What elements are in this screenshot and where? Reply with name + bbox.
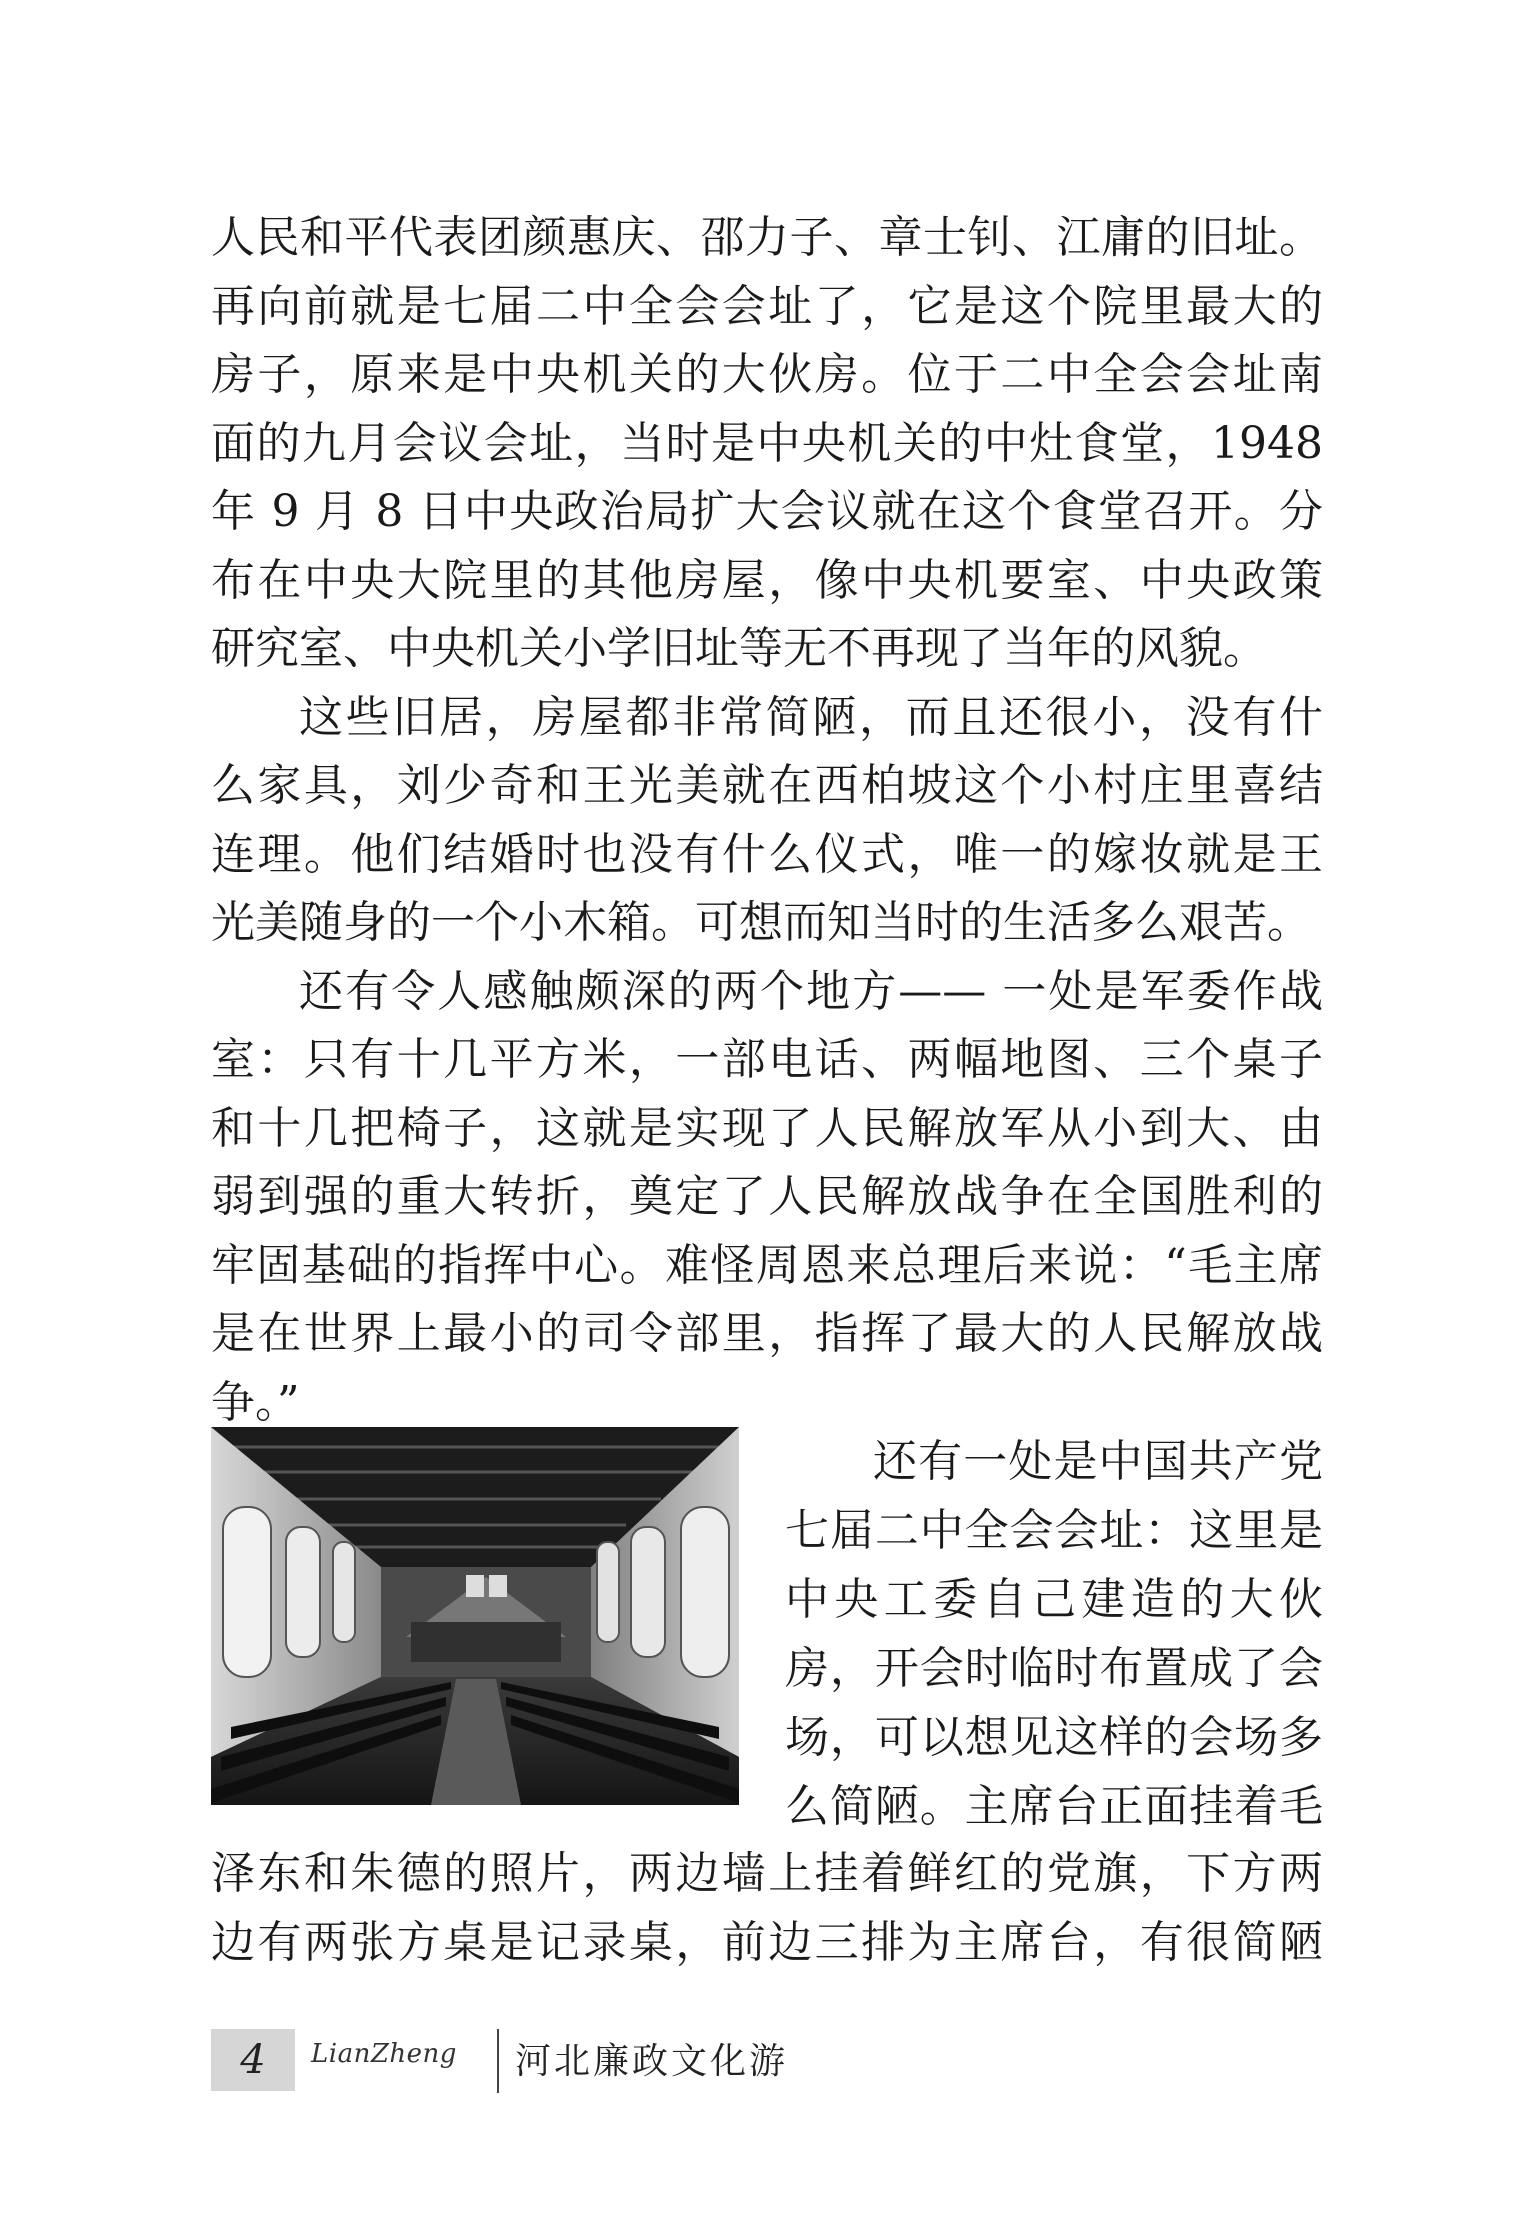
text-line: 中央工委自己建造的大伙	[785, 1574, 1323, 1625]
text-line: 牢固基础的指挥中心。难怪周恩来总理后来说：“毛主席	[211, 1239, 1323, 1291]
text-line: 这些旧居，房屋都非常简陋，而且还很小，没有什	[299, 691, 1323, 743]
wrap-text	[785, 1427, 1323, 1841]
text-line: 边有两张方桌是记录桌，前边三排为主席台，有很简陋	[211, 1916, 1323, 1968]
photo-wrap-section	[211, 1427, 1323, 1847]
text-line: 和十几把椅子，这就是实现了人民解放军从小到大、由	[211, 1102, 1323, 1154]
text-line: 室：只有十几平方米，一部电话、两幅地图、三个桌子	[211, 1034, 1323, 1085]
footer-divider	[497, 2029, 499, 2093]
text-line: 是在世界上最小的司令部里，指挥了最大的人民解放战	[211, 1308, 1323, 1359]
meeting-hall-photo	[211, 1427, 739, 1805]
text-line: 面的九月会议会址，当时是中央机关的中灶食堂，1948	[211, 417, 1323, 469]
text-line: 布在中央大院里的其他房屋，像中央机要室、中央政策	[211, 554, 1323, 606]
text-line: 还有一处是中国共产党	[873, 1436, 1323, 1487]
series-title: 河北廉政文化游	[515, 2041, 789, 2082]
text-line: 弱到强的重大转折，奠定了人民解放战争在全国胜利的	[211, 1171, 1323, 1222]
text-line: 连理。他们结婚时也没有什么仪式，唯一的嫁妆就是王	[211, 828, 1323, 880]
text-line: 还有令人感触颇深的两个地方—— 一处是军委作战	[299, 965, 1323, 1017]
text-line: 年 9 月 8 日中央政治局扩大会议就在这个食堂召开。分	[211, 486, 1323, 537]
text-line: 再向前就是七届二中全会会址了，它是这个院里最大的	[211, 280, 1323, 332]
text-line: 七届二中全会会址：这里是	[785, 1505, 1323, 1556]
text-line: 研究室、中央机关小学旧址等无不再现了当年的风貌。	[211, 623, 1267, 674]
text-line: 泽东和朱德的照片，两边墙上挂着鲜红的党旗，下方两	[211, 1848, 1323, 1899]
text-line: 么家具，刘少奇和王光美就在西柏坡这个小村庄里喜结	[211, 760, 1323, 811]
page-number: 4	[211, 2029, 295, 2091]
text-line: 人民和平代表团颜惠庆、邵力子、章士钊、江庸的旧址。	[211, 212, 1323, 263]
body-text-top	[211, 204, 1323, 1437]
text-line: 么简陋。主席台正面挂着毛	[785, 1781, 1323, 1832]
text-line: 场，可以想见这样的会场多	[785, 1712, 1323, 1763]
text-line: 光美随身的一个小木箱。可想而知当时的生活多么艰苦。	[211, 897, 1311, 948]
body-text-bottom	[211, 1840, 1323, 1977]
text-line: 房子，原来是中央机关的大伙房。位于二中全会会址南	[211, 349, 1323, 400]
text-line: 房，开会时临时布置成了会	[785, 1643, 1323, 1694]
text-line: 争。”	[211, 1376, 300, 1428]
page-footer	[211, 2025, 1323, 2097]
brand-wordmark: LianZheng	[311, 2039, 457, 2069]
